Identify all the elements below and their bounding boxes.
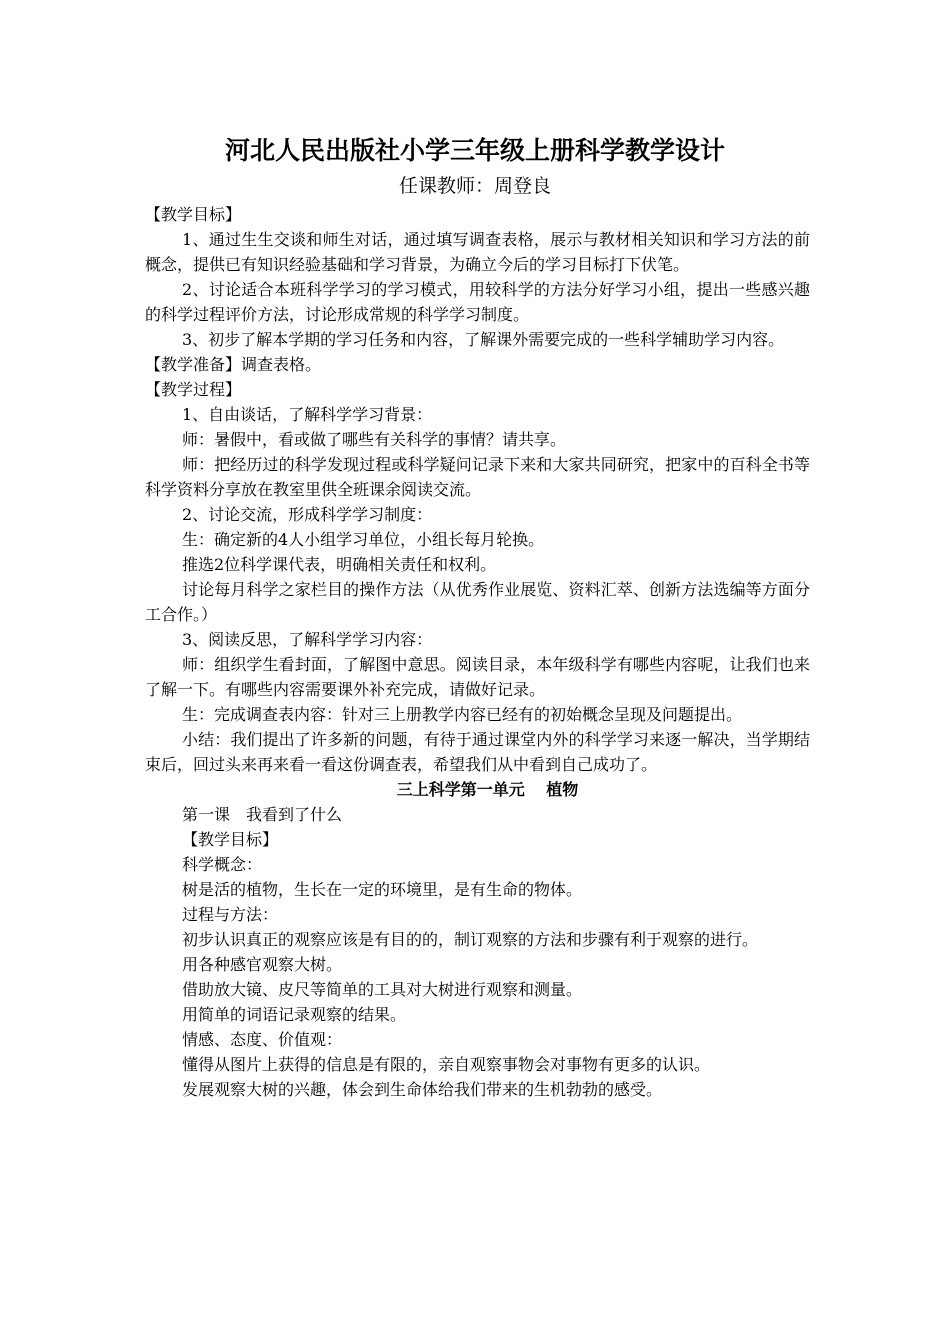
paragraph: 2、讨论适合本班科学学习的学习模式，用较科学的方法分好学习小组，提出一些感兴趣的科学过程评价方法，讨论形成常规的科学学习制度。: [145, 280, 810, 324]
lesson-section: [145, 802, 810, 1102]
paragraph: 用简单的词语记录观察的结果。: [182, 1005, 407, 1024]
paragraph: 生：完成调查表内容：针对三上册教学内容已经有的初始概念呈现及问题提出。: [182, 705, 743, 724]
paragraph: 第一课 我看到了什么: [182, 805, 343, 824]
document-title: 河北人民出版社小学三年级上册科学教学设计: [224, 136, 725, 165]
paragraph: 推选2位科学课代表，明确相关责任和权利。: [182, 555, 497, 574]
intro-section: [145, 202, 810, 777]
paragraph: 用各种感官观察大树。: [182, 955, 343, 974]
paragraph: 【教学目标】: [145, 205, 242, 224]
unit-heading: 三上科学第一单元 植物: [396, 780, 579, 799]
paragraph: 初步认识真正的观察应该是有目的的，制订观察的方法和步骤有利于观察的进行。: [182, 930, 759, 949]
paragraph: 【教学目标】: [182, 830, 279, 849]
paragraph: 生：确定新的4人小组学习单位，小组长每月轮换。: [182, 530, 545, 549]
paragraph: 小结：我们提出了许多新的问题，有待于通过课堂内外的科学学习来逐一解决，当学期结束后，回过头来再来看一看这份调查表，希望我们从中看到自己成功了。: [145, 730, 810, 774]
paragraph: 1、自由谈话，了解科学学习背景：: [182, 405, 433, 424]
teacher-line: 任课教师：周登良: [398, 175, 551, 197]
paragraph: 借助放大镜、皮尺等简单的工具对大树进行观察和测量。: [182, 980, 583, 999]
paragraph: 讨论每月科学之家栏目的操作方法（从优秀作业展览、资料汇萃、创新方法选编等方面分工合作。）: [145, 580, 810, 624]
paragraph: 师：把经历过的科学发现过程或科学疑问记录下来和大家共同研究，把家中的百科全书等科学资料分享放在教室里供全班课余阅读交流。: [145, 455, 810, 499]
paragraph: 【教学过程】: [145, 380, 242, 399]
paragraph: 发展观察大树的兴趣，体会到生命体给我们带来的生机勃勃的感受。: [182, 1080, 663, 1099]
paragraph: 2、讨论交流，形成科学学习制度：: [182, 505, 433, 524]
paragraph: 过程与方法：: [182, 905, 279, 924]
paragraph: 3、初步了解本学期的学习任务和内容，了解课外需要完成的一些科学辅助学习内容。: [182, 330, 785, 349]
paragraph: 懂得从图片上获得的信息是有限的，亲自观察事物会对事物有更多的认识。: [182, 1055, 711, 1074]
paragraph: 3、阅读反思，了解科学学习内容：: [182, 630, 433, 649]
paragraph: 树是活的植物，生长在一定的环境里，是有生命的物体。: [182, 880, 583, 899]
document-body: [145, 202, 810, 1102]
paragraph: 【教学准备】调查表格。: [145, 355, 322, 374]
paragraph: 情感、态度、价值观：: [182, 1030, 343, 1049]
paragraph: 1、通过生生交谈和师生对话，通过填写调查表格，展示与教材相关知识和学习方法的前概念，提供已有知识经验基础和学习背景，为确立今后的学习目标打下伏笔。: [145, 230, 810, 274]
paragraph: 科学概念：: [182, 855, 263, 874]
paragraph: 师：组织学生看封面，了解图中意思。阅读目录，本年级科学有哪些内容呢，让我们也来了解一下。有哪些内容需要课外补充完成，请做好记录。: [145, 655, 810, 699]
paragraph: 师：暑假中，看或做了哪些有关科学的事情？请共享。: [182, 430, 567, 449]
